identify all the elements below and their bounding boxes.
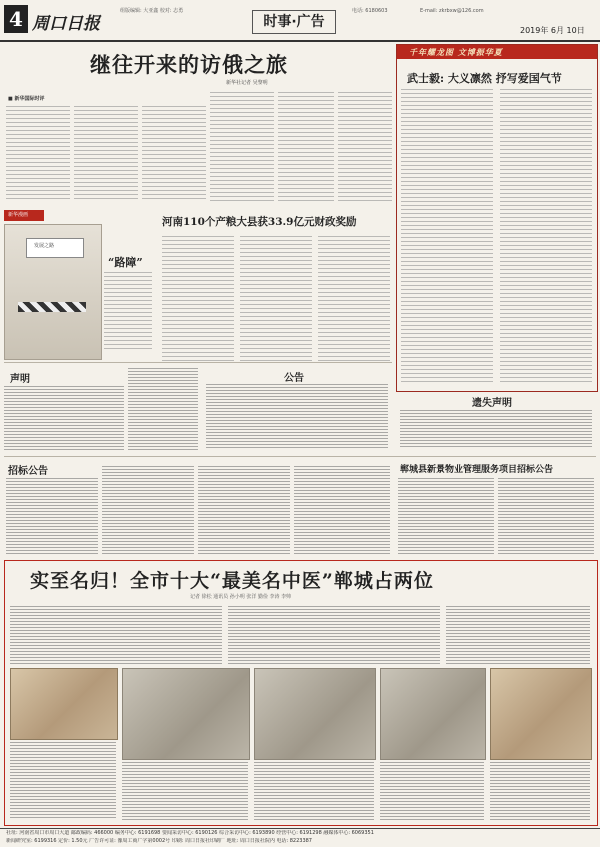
photo-doctor-right [490, 668, 592, 760]
article-mid-col-2 [240, 236, 312, 362]
feature-title: 武士毅: 大义凛然 抒写爱国气节 [407, 72, 562, 85]
yishi-body [400, 410, 592, 448]
footer-line-1: 社址: 河南省周口市周口大道 邮政编码: 466000 编务中心: 6191698 要闻采访中心: 6190126 综合采访中心: 6193890 经营中心: 6191298 融媒体中心: 6069351 [6, 830, 374, 836]
article-top-col-2 [74, 106, 138, 202]
feature-banner-text: 千年耀龙图 文博振华夏 [409, 48, 503, 57]
article-top [4, 44, 392, 202]
zhaobiao-col-4 [294, 466, 390, 556]
cartoon-tag: 新华漫画 [8, 212, 29, 218]
photo-award-ceremony-3 [380, 668, 486, 760]
article-top-col-4 [210, 92, 274, 202]
article-top-col-5 [278, 92, 334, 202]
zhaobiao-col-1 [6, 478, 98, 556]
lead-intro-col-3 [446, 606, 590, 664]
footer-line-2: 新闻研究室: 6199316 定价: 1.50元 广告许可证: 豫周工商广字第0002号 印刷: 周口日报社印刷厂 地址: 周口日报社院内 电话: 8223387 [6, 838, 312, 844]
photo-award-ceremony-2 [254, 668, 376, 760]
article-top-col-6 [338, 92, 392, 202]
notice-dancheng [396, 460, 596, 556]
cartoon-caption [104, 272, 152, 352]
article-mid-title: 河南110个产粮大县获33.9亿元财政奖励 [162, 216, 357, 228]
road-sign-text: 发展之路 [34, 243, 55, 249]
photo-doctor-left [10, 668, 118, 740]
article-top-col-1 [6, 106, 70, 202]
lead-body-col-2 [122, 762, 248, 820]
section-title: 时事·广告 [252, 10, 336, 34]
lead-intro-col-2 [228, 606, 440, 664]
issue-date: 2019年 6月 10日 [520, 26, 585, 35]
lead-body-col-1 [10, 742, 116, 820]
email-info: E-mail: zkrbxw@126.com [420, 8, 484, 14]
shengming-title: 声明 [10, 374, 30, 385]
yishi-title: 遗失声明 [472, 398, 512, 409]
dancheng-col-2 [498, 478, 594, 556]
article-top-col-3 [142, 106, 206, 202]
article-mid-col-3 [318, 236, 390, 362]
feature-col-2 [500, 89, 592, 385]
road-barrier-shape [18, 302, 86, 312]
dancheng-col-1 [398, 478, 494, 556]
lead-story-byline: 记者 徐松 通讯员 孙小明 张洋 勤俭 李涛 李帅 [190, 594, 292, 600]
lead-body-col-5 [490, 762, 590, 820]
lead-intro-col-1 [10, 606, 222, 664]
notice-left-mid [128, 368, 198, 450]
lead-body-col-3 [254, 762, 374, 820]
cartoon-block [4, 210, 154, 358]
notice-shengming [4, 366, 124, 452]
gonggao-title: 公告 [284, 373, 304, 384]
article-mid [160, 206, 392, 362]
feature-box [396, 44, 598, 392]
photo-award-ceremony-1 [122, 668, 250, 760]
zhaobiao-col-2 [102, 466, 194, 556]
notice-zhaobiao [4, 460, 392, 556]
paper-name-logo: 周口日报 [32, 14, 100, 34]
notice-gonggao [202, 366, 392, 452]
article-top-byline: 新华社记者 吴黎明 [226, 80, 268, 86]
cartoon-title: “路障” [108, 256, 143, 269]
masthead [0, 0, 600, 42]
zhaobiao-col-3 [198, 466, 290, 556]
zhaobiao-title: 招标公告 [8, 466, 48, 477]
feature-col-1 [401, 89, 493, 385]
page-number: 4 [9, 7, 23, 31]
article-top-subhead: ■ 新华国际时评 [8, 96, 45, 102]
article-top-title: 继往开来的访俄之旅 [90, 52, 288, 77]
notice-yishi [396, 392, 596, 452]
phone-info: 电话: 6180603 [352, 8, 388, 14]
dancheng-title: 郸城县新景物业管理服务项目招标公告 [400, 465, 554, 475]
article-mid-col-1 [162, 236, 234, 362]
editor-info: 组版编辑: 大亚鑫 校对: 志勇 [120, 8, 184, 14]
shengming-body [4, 386, 124, 450]
lead-body-col-4 [380, 762, 484, 820]
gonggao-body [206, 384, 388, 448]
lead-story-title: 实至名归！全市十大“最美名中医”郸城占两位 [30, 570, 434, 592]
